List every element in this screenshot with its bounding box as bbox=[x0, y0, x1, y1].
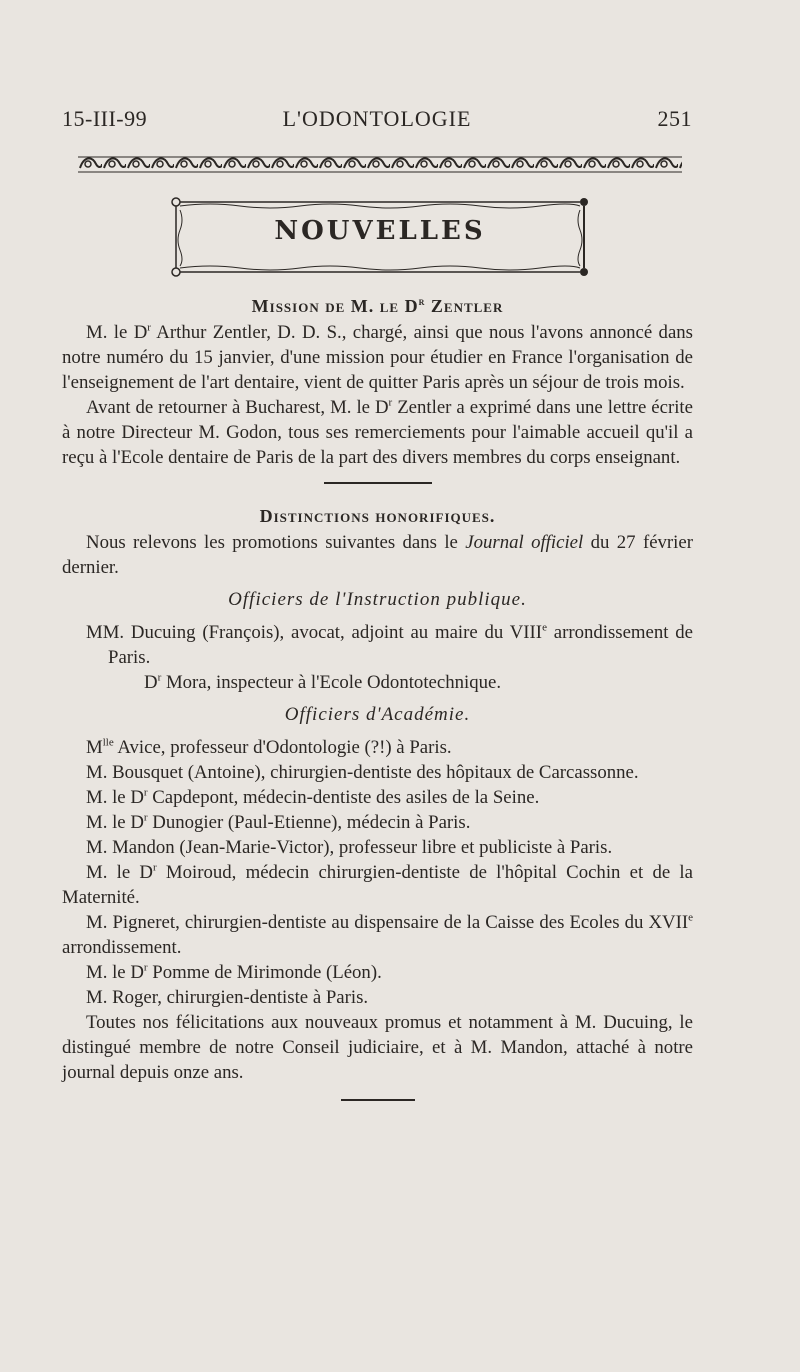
officiers-academie-heading: Officiers d'Académie. bbox=[284, 704, 471, 725]
officier-entry-2: $D^r$ Mora, inspecteur à l'Ecole Odontotechnique. bbox=[144, 671, 502, 693]
section-divider bbox=[324, 482, 432, 484]
mission-paragraph-1: M. le $D^r$ Arthur Zentler, D. D. S., chargé, ainsi que nous l'avons annoncé dans notre numéro du 15 janvier, d'une mission pour étudier en France l'organisation de l'enseignement de l'art dentaire, vient de quitter Paris après un séjour de trois mois. bbox=[62, 321, 693, 393]
journal-name: L'ODONTOLOGIE bbox=[282, 106, 472, 131]
ornamental-band bbox=[78, 152, 682, 176]
distinctions-intro: Nous relevons les promotions suivantes dans le Journal officiel du 27 février dernier. bbox=[62, 532, 693, 578]
officiers-instruction-heading: Officiers de l'Instruction publique. bbox=[228, 589, 527, 610]
section-title-frame bbox=[170, 196, 590, 278]
academie-entry-1: $M^{lle}$ Avice, professeur d'Odontologie (?!) à Paris. bbox=[86, 736, 452, 758]
academie-entry-8: M. le $D^r$ Pomme de Mirimonde (Léon). bbox=[86, 961, 382, 983]
academie-entry-5: M. Mandon (Jean-Marie-Victor), professeur libre et publiciste à Paris. bbox=[86, 837, 613, 858]
running-head bbox=[62, 106, 692, 136]
academie-entry-7: M. Pigneret, chirurgien-dentiste au dispensaire de la Caisse des Ecoles du XVIIe arrondissement. bbox=[62, 911, 693, 958]
academie-entry-6: M. le $D^r$ Moiroud, médecin chirurgien-dentiste de l'hôpital Cochin et de la Maternité. bbox=[62, 861, 693, 908]
academie-entry-4: M. le $D^r$ Dunogier (Paul-Etienne), médecin à Paris. bbox=[86, 811, 471, 833]
closing-paragraph: Toutes nos félicitations aux nouveaux promus et notamment à M. Ducuing, le distingué membre de notre Conseil judiciaire, et à M. Mandon, attaché à notre journal depuis onze ans. bbox=[62, 1012, 693, 1083]
section-title: NOUVELLES bbox=[274, 216, 486, 246]
mission-paragraph-2: Avant de retourner à Bucharest, M. le $D^r$ Zentler a exprimé dans une lettre écrite à notre Directeur M. Godon, tous ses remerciements pour l'aimable accueil qu'il a reçu à l'Ecole dentaire de Paris de la part des divers membres du corps enseignant. bbox=[62, 396, 693, 468]
academie-entry-2: M. Bousquet (Antoine), chirurgien-dentiste des hôpitaux de Carcassonne. bbox=[86, 762, 639, 783]
distinctions-heading: Distinctions honorifiques. bbox=[259, 506, 496, 526]
academie-entry-3: M. le $D^r$ Capdepont, médecin-dentiste des asiles de la Seine. bbox=[86, 786, 540, 808]
end-divider bbox=[341, 1099, 415, 1101]
issue-date: 15-III-99 bbox=[62, 106, 148, 131]
officier-entry-1: MM. Ducuing (François), avocat, adjoint au maire du VIIIe arrondissement de Paris. bbox=[86, 621, 693, 668]
academie-entry-9: M. Roger, chirurgien-dentiste à Paris. bbox=[86, 987, 369, 1008]
mission-heading: Mission de M. le $D^r$ Zentler bbox=[251, 296, 504, 316]
page-number: 251 bbox=[657, 106, 692, 131]
article-body bbox=[62, 292, 693, 1101]
